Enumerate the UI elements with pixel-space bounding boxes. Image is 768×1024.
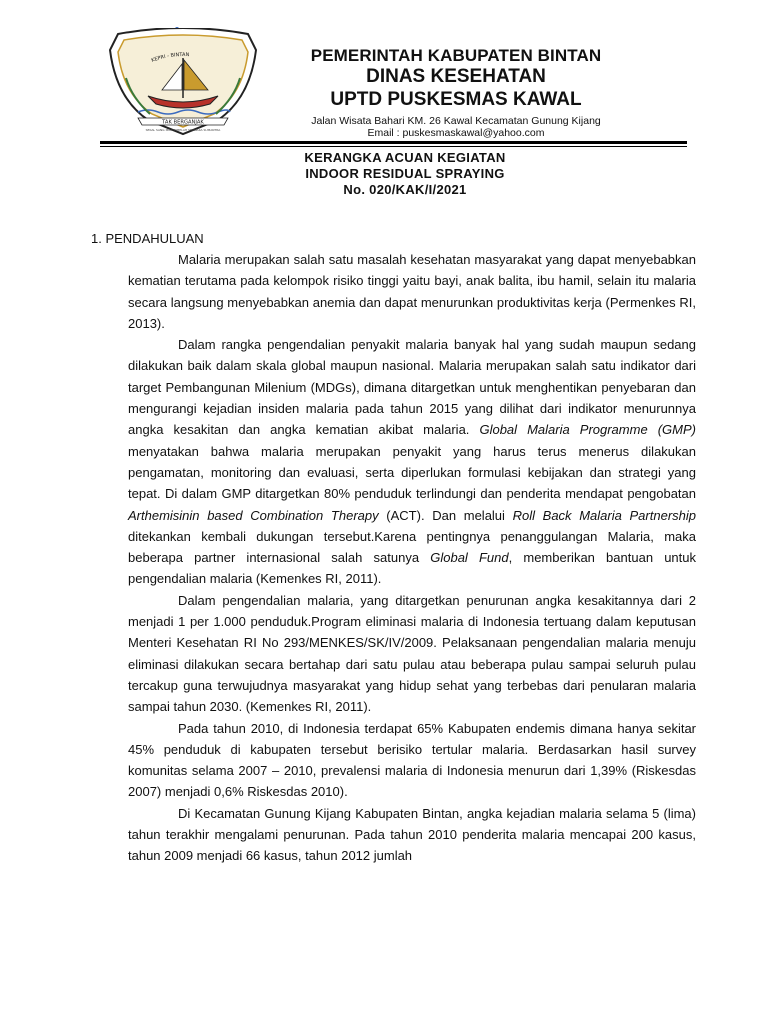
letterhead [258, 46, 654, 139]
paragraph-4: Pada tahun 2010, di Indonesia terdapat 65% Kabupaten endemis dimana hanya sekitar 45% penduduk di kabupaten tersebut berisiko tertular malaria. Berdasarkan hasil survey komunitas selama 2007 – 2010, prevalensi malaria di Indonesia menurun dari 1,39% (Riskesdas 2007) menjadi 0,6% Riskesdas 2010). [128, 720, 696, 800]
title-line-1: KERANGKA ACUAN KEGIATAN [304, 150, 506, 165]
paragraph-2 [128, 334, 696, 590]
term-global-fund: Global Fund [430, 550, 509, 566]
term-gmp: Global Malaria Programme (GMP) [479, 422, 696, 438]
paragraph-2-part-b: menyatakan bahwa malaria merupakan penyakit yang harus terus menerus dilakukan pengamatan, monitoring dan evaluasi, serta diperlukan formulasi kebijakan dan strategi yang tepat. Di dalam GMP ditargetkan 80% penduduk terlindungi dan penderita mendapat pengobatan [128, 443, 696, 502]
letterhead-department: DINAS KESEHATAN [366, 66, 546, 87]
letterhead-rule-thin [100, 146, 687, 147]
paragraph-1: Malaria merupakan salah satu masalah kesehatan masyarakat yang dapat menyebabkan kematian terutama pada kelompok risiko tinggi yaitu bayi, anak balita, ibu hamil, selain itu malaria secara langsung menyebabkan anemia dan dapat menurunkan produktivitas kerja (Permenkes RI, 2013). [128, 252, 696, 331]
paragraph-2-part-c: (ACT). Dan melalui [378, 507, 513, 523]
paragraph-5: Di Kecamatan Gunung Kijang Kabupaten Bintan, angka kejadian malaria selama 5 (lima) tahun terakhir mengalami penurunan. Pada tahun 2010 penderita malaria mencapai 200 kasus, tahun 2009 menjadi 66 kasus, tahun 2012 jumlah [128, 805, 696, 864]
kabupaten-bintan-emblem [98, 28, 268, 138]
paragraph-2-part-e: , memberikan bantuan untuk pengendalian malaria (Kemenkes RI, 2011). [128, 550, 697, 587]
letterhead-email: Email : puskesmaskawal@yahoo.com [367, 127, 545, 139]
term-rbm: Roll Back Malaria Partnership [512, 507, 696, 523]
letterhead-government: PEMERINTAH KABUPATEN BINTAN [310, 46, 602, 65]
document-number: No. 020/KAK/I/2021 [343, 182, 467, 197]
letterhead-unit: UPTD PUSKESMAS KAWAL [330, 89, 582, 110]
paragraph-2-part-d: ditekankan kembali dukungan tersebut.Karena pentingnya penanggulangan Malaria, maka beberapa partner internasional salah satunya [128, 528, 696, 566]
emblem-ribbon-text: KEPRI - BINTAN [150, 51, 190, 64]
paragraph-2-part-a: Dalam rangka pengendalian penyakit malaria banyak hal yang sudah maupun sedang dilakukan baik dalam skala global maupun nasional. Malaria merupakan salah satu indikator dari target Pembangunan Milenium (MDGs), dimana ditargetkan untuk menghentikan penyebaran dan mengurangi kejadian insiden malaria pada tahun 2015 yang dilihat dari indikator menurunnya angka kesakitan dan angka kematian akibat malaria. [128, 337, 696, 438]
document-title [210, 150, 600, 198]
body-text [128, 249, 696, 867]
letterhead-address: Jalan Wisata Bahari KM. 26 Kawal Kecamatan Gunung Kijang [311, 115, 601, 127]
letterhead-rule-thick [100, 141, 687, 144]
paragraph-3: Dalam pengendalian malaria, yang ditargetkan penurunan angka kesakitannya dari 2 menjadi 1 per 1.000 penduduk.Program eliminasi malaria di Indonesia tertuang dalam keputusan Menteri Kesehatan RI No 293/MENKES/SK/IV/2009. Pelaksanaan pengendalian malaria menuju eliminasi dilakukan secara bertahap dari satu pulau atau beberapa pulau sampai seluruh pulau tercakup guna terwujudnya masyarakat yang hidup sehat yang terbebas dari penularan malaria sampai tahun 2030. (Kemenkes RI, 2011). [128, 592, 696, 715]
term-act: Arthemisinin based Combination Therapy [128, 507, 379, 523]
emblem-motto: TAK BERGANJAK [162, 119, 204, 126]
emblem-inscription: SEKAL SANG MIAS DIBELAH SEMBAKA SUMANTRA [145, 128, 221, 132]
title-line-2: INDOOR RESIDUAL SPRAYING [305, 166, 505, 181]
section-heading: 1. PENDAHULUAN [91, 231, 204, 246]
